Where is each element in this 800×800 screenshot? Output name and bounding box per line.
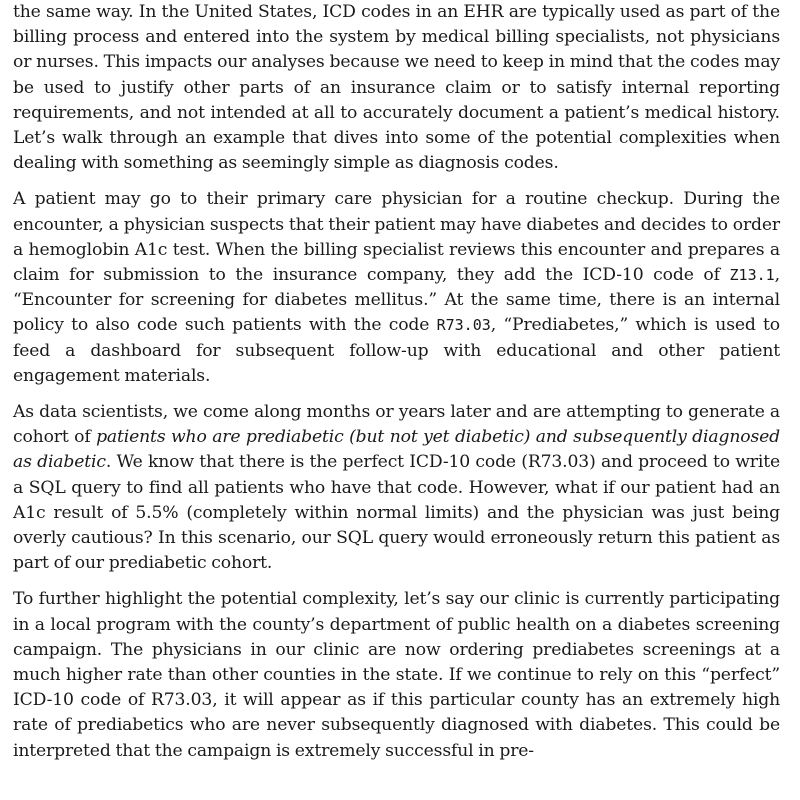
icd-code-z13-1: Z13.1 bbox=[729, 266, 775, 285]
paragraph-1 bbox=[13, 0, 780, 176]
paragraph-2 bbox=[13, 187, 780, 389]
paragraph-3-text-b: . We know that there is the perfect ICD-10 code (R73.03) and proceed to write a SQL query to find all patients who have that code. However, what if our patient had an A1c result of 5.5% (completely within normal limits) and the physician was just being overly cautious? In this scenario, our SQL query would erroneously return this patient as part of our prediabetic cohort. bbox=[13, 452, 780, 574]
icd-code-r73-03: R73.03 bbox=[436, 316, 491, 335]
paragraph-4-text: To further highlight the potential complexity, let’s say our clinic is currently participating in a local program with the county’s department of public health on a diabetes screening campaign. The physicians in our clinic are now ordering prediabetes screenings at a much higher rate than other counties in the state. If we continue to rely on this “perfect” ICD-10 code of R73.03, it will appear as if this particular county has an extremely high rate of prediabetics who are never subsequently diagnosed with diabetes. This could be interpreted that the campaign is extremely successful in pre- bbox=[13, 589, 780, 761]
paragraph-4 bbox=[13, 587, 780, 763]
paragraph-2-text-b: , “Encounter for screening for diabetes mellitus.” At the same time, there is an internal policy to also code such patients with the code bbox=[13, 265, 780, 336]
paragraph-3-text-a: As data scientists, we come along months or years later and are attempting to generate a cohort of bbox=[13, 402, 780, 448]
paragraph-2-text-a: A patient may go to their primary care physician for a routine checkup. During the encounter, a physician suspects that their patient may have diabetes and decides to order a hemoglobin A1c test. When the billing specialist reviews this encounter and prepares a claim for submission to the insurance company, they add the ICD-10 code of bbox=[13, 189, 780, 286]
paragraph-3 bbox=[13, 400, 780, 576]
paragraph-2-text-c: , “Prediabetes,” which is used to feed a dashboard for subsequent follow-up with educational and other patient engagement materials. bbox=[13, 315, 780, 386]
cohort-definition-emphasis: patients who are prediabetic (but not yet diabetic) and subsequently diagnosed as diabetic bbox=[13, 427, 780, 473]
paragraph-1-text: the same way. In the United States, ICD codes in an EHR are typically used as part of the billing process and entered into the system by medical billing specialists, not physicians or nurses. This impacts our analyses because we need to keep in mind that the codes may be used to justify other parts of an insurance claim or to satisfy internal reporting requirements, and not intended at all to accurately document a patient’s medical history. Let’s walk through an example that dives into some of the potential complexities when dealing with something as seemingly simple as diagnosis codes. bbox=[13, 2, 780, 174]
body-text bbox=[13, 0, 780, 764]
